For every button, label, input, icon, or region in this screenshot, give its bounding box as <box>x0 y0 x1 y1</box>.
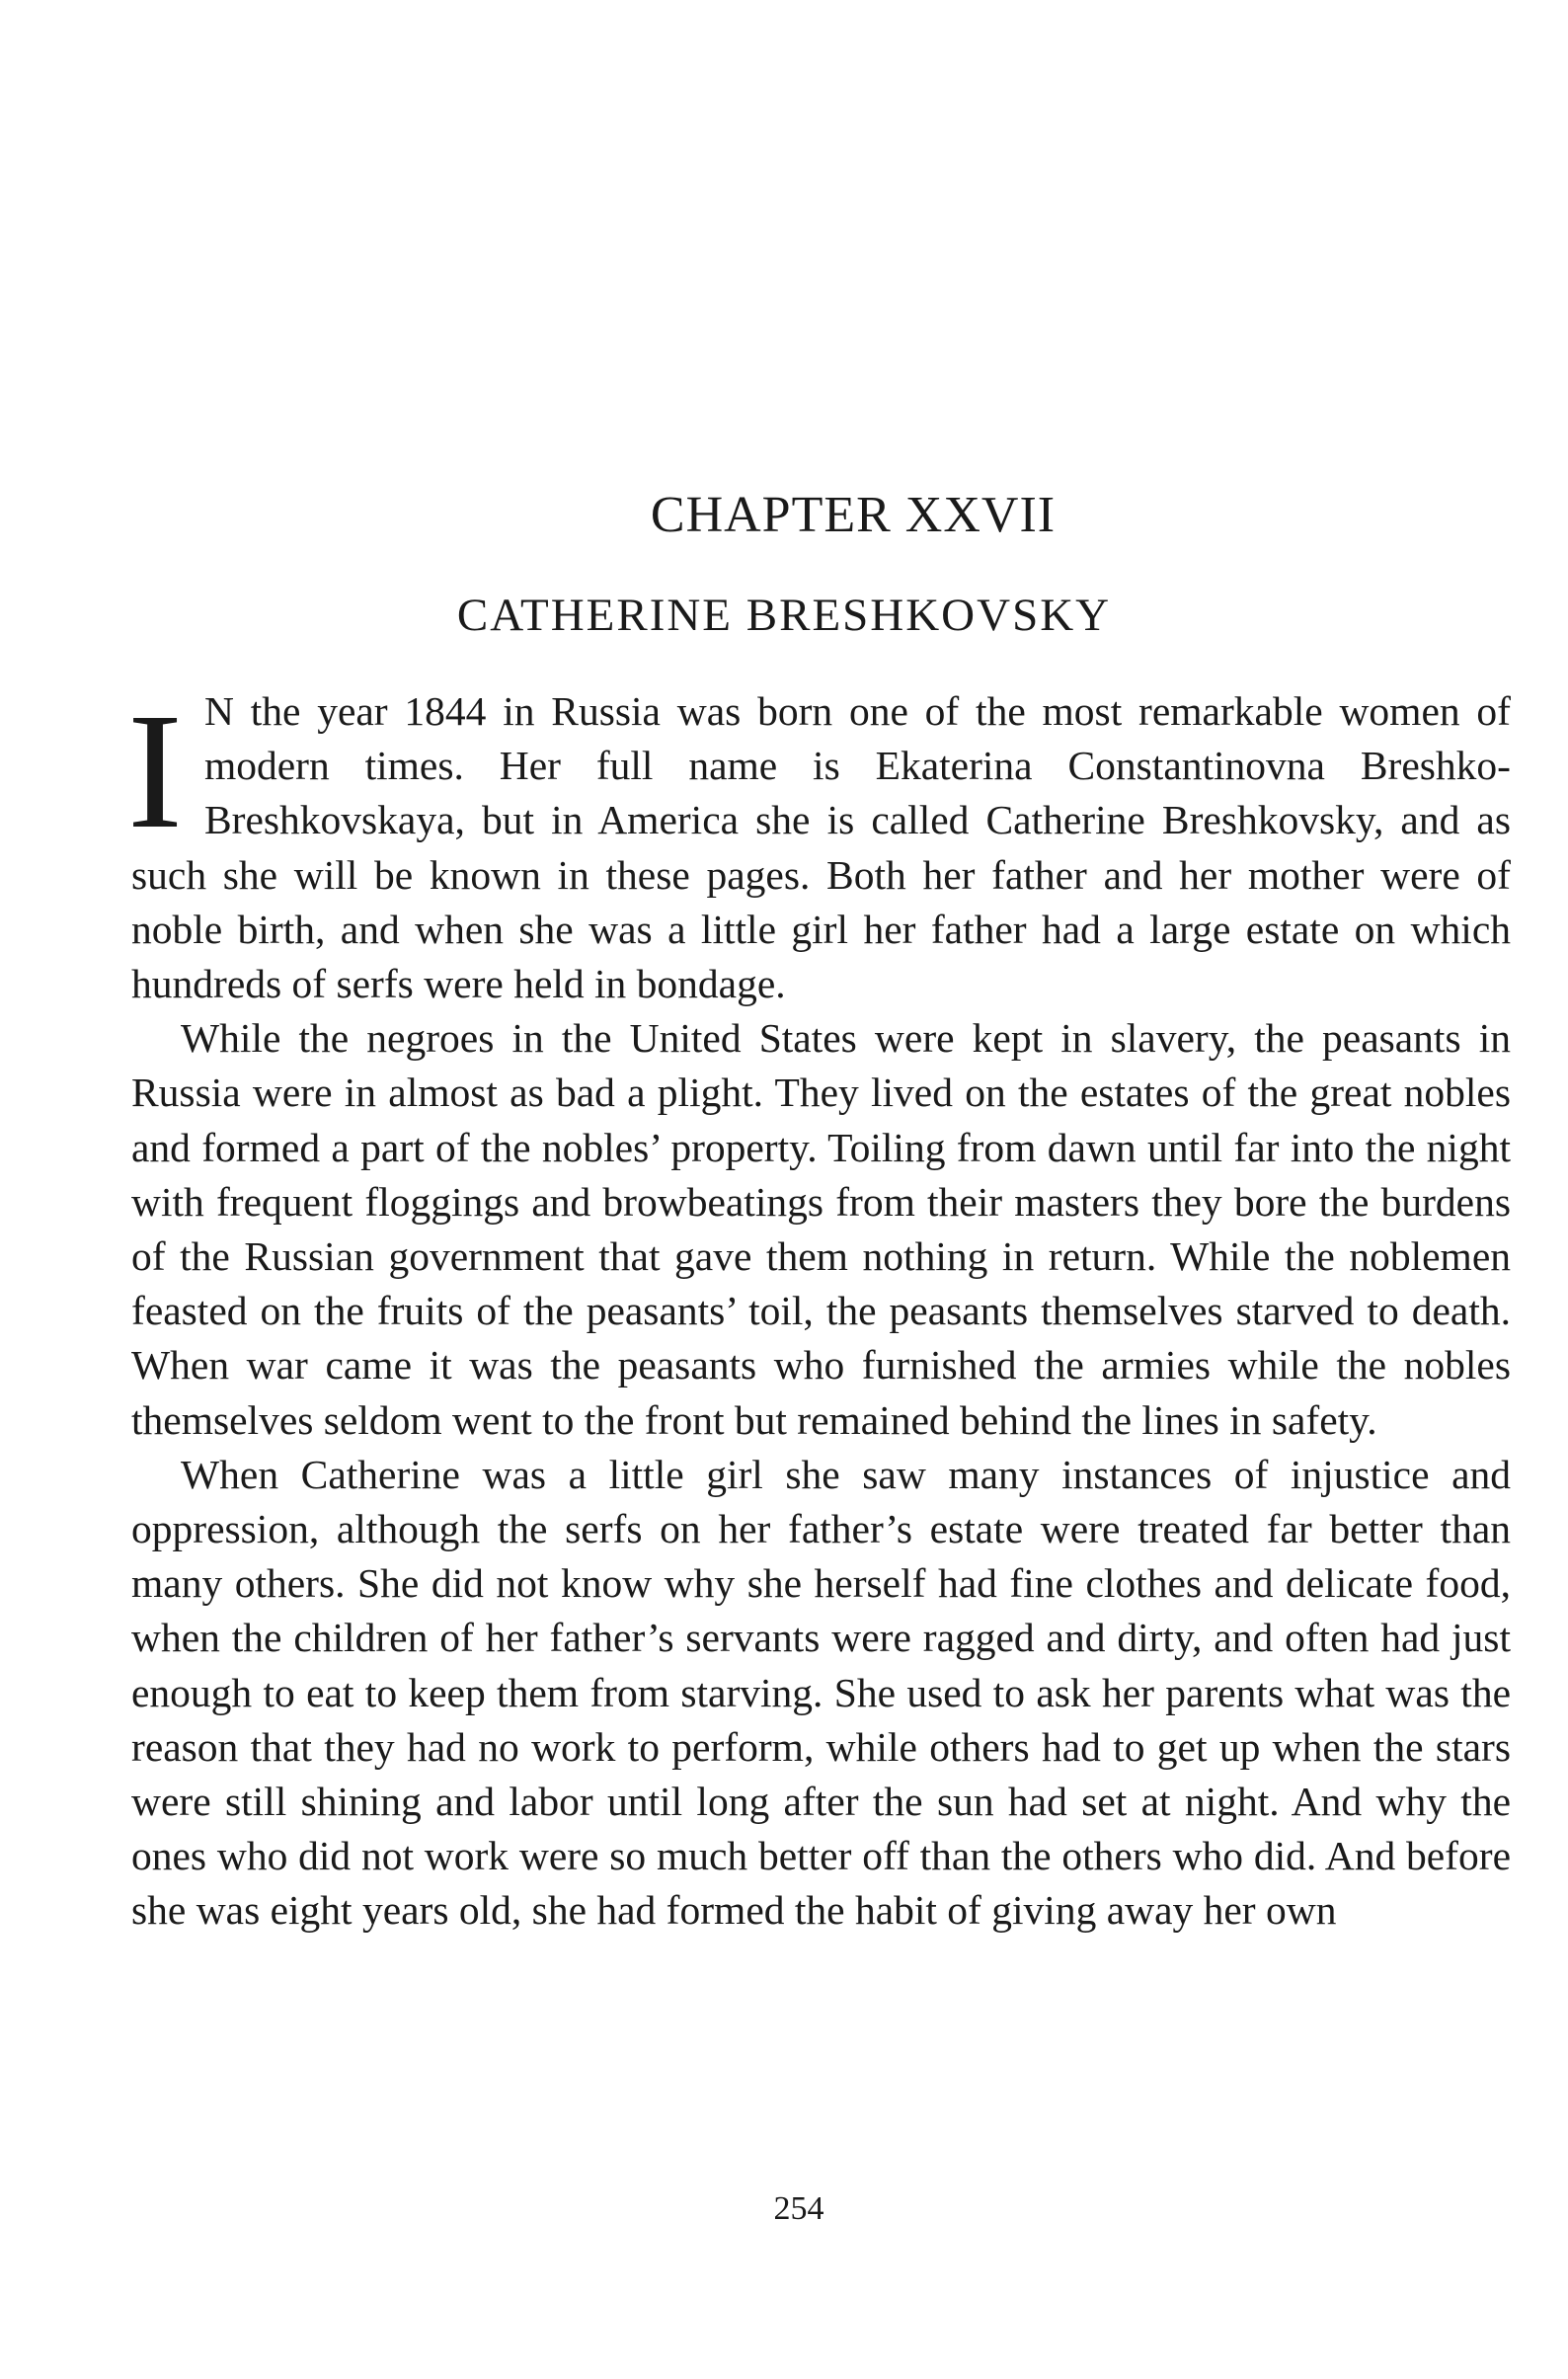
chapter-body <box>127 679 1511 1939</box>
paragraph-1 <box>127 679 1511 1011</box>
page-number: 254 <box>773 2190 824 2227</box>
paragraph-2: While the negroes in the United States were kept in slavery, the peasants in Russia were in almost as bad a plight. They lived on the estates of the great nobles and formed a part of the nobles’ property. Toiling from dawn until far into the night with frequent floggings and browbeatings from their masters they bore the burdens of the Russian government that gave them nothing in return. While the noblemen feasted on the fruits of the peasants’ toil, the peasants themselves starved to death. When war came it was the peasants who furnished the armies while the nobles themselves seldom went to the front but remained behind the lines in safety. <box>131 1015 1511 1443</box>
paragraph-1-text: N the year 1844 in Russia was born one of the most remarkable women of modern times. Her full name is Ekaterina Constantinovna Breshko-Breshkovskaya, but in America she is called Catherine Breshkovsky, and as such she will be known in these pages. Both her father and her mother were of noble birth, and when she was a little girl her father had a large estate on which hundreds of serfs were held in bondage. <box>131 688 1511 1007</box>
paragraph-3: When Catherine was a little girl she saw many instances of injustice and oppression, although the serfs on her father’s estate were treated far better than many others. She did not know why she herself had fine clothes and delicate food, when the children of her father’s servants were ragged and dirty, and often had just enough to eat to keep them from starving. She used to ask her parents what was the reason that they had no work to perform, while others had to get up when the stars were still shining and labor until long after the sun had set at night. And why the ones who did not work were so much better off than the others who did. And before she was eight years old, she had formed the habit of giving away her own <box>131 1451 1511 1934</box>
chapter-title: CATHERINE BRESHKOVSKY <box>456 590 1112 641</box>
drop-cap: I <box>127 679 183 863</box>
chapter-number: CHAPTER XXVII <box>650 487 1057 543</box>
